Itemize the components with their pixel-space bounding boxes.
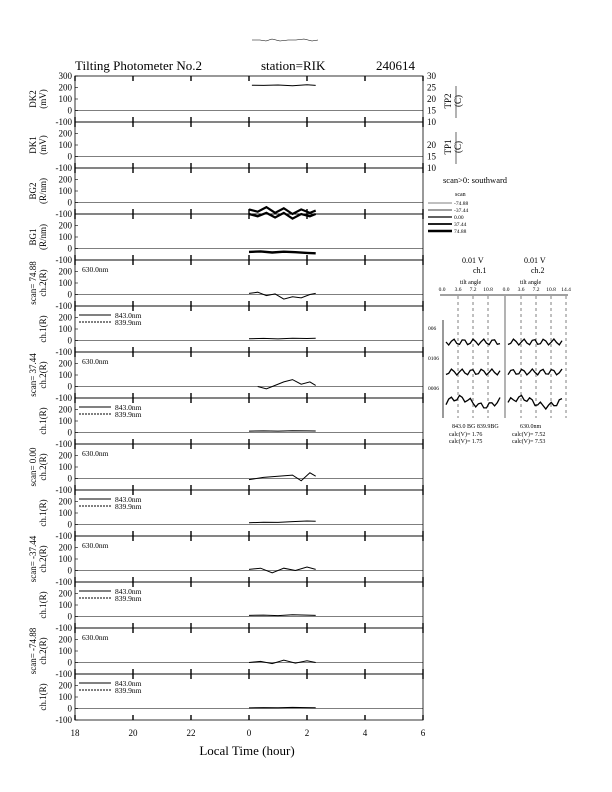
wavelength-label: 630.0nm xyxy=(82,357,109,366)
y-tick-label: 0 xyxy=(67,427,72,438)
ch2-wavelength: 630.0nm xyxy=(520,424,542,430)
y-tick-label: -100 xyxy=(55,117,72,127)
x-tick-label: 2 xyxy=(304,728,310,738)
y-tick-label: 200 xyxy=(58,82,72,93)
y-axis-label: scan= 0.00 xyxy=(28,447,38,487)
series-line xyxy=(249,473,316,481)
y-tick-label: 100 xyxy=(58,370,72,380)
scan-legend-label: -37.44 xyxy=(454,208,469,214)
panel-s2_ch1 xyxy=(38,398,423,449)
y-tick-label: 100 xyxy=(58,324,72,334)
y-tick-label: 200 xyxy=(58,496,72,507)
ch1-title: ch.1 xyxy=(473,266,487,275)
ch2-calc-b: calc(V)= 7.53 xyxy=(512,439,546,445)
ch2-scale-label: 0.01 V xyxy=(524,256,546,265)
top-mini-trace xyxy=(252,39,318,41)
ch2-tilt-label: tilt angle xyxy=(520,280,542,286)
scan-legend-head: scan xyxy=(455,192,466,198)
y-tick-label: 0 xyxy=(67,611,72,622)
panel-s5_ch2 xyxy=(28,627,423,679)
panel-frame xyxy=(75,76,423,122)
y-tick-label: 0 xyxy=(67,105,72,116)
ch2-title: ch.2 xyxy=(531,266,545,275)
tilt-angle-panel xyxy=(428,256,571,445)
tilt-row-label: 0106 xyxy=(428,356,439,362)
y-axis-label: BG2 xyxy=(28,182,38,200)
series-line xyxy=(249,707,316,708)
y-tick-label: 200 xyxy=(58,404,72,415)
right-axis-label: TP2 xyxy=(443,93,453,109)
right-axis-label: (C) xyxy=(453,95,463,107)
tilt-trace xyxy=(508,339,562,345)
y-axis-label: ch.2(R) xyxy=(38,545,48,573)
series-line xyxy=(249,615,316,616)
right-axis-label: TP1 xyxy=(443,139,453,155)
ch2-tilt-tick: 7.2 xyxy=(532,287,540,293)
legend-label: 843.0nm xyxy=(115,587,142,596)
tilt-row-label: 0006 xyxy=(428,386,439,392)
y-tick-label: 200 xyxy=(58,220,72,231)
ch1-tilt-tick: 0.0 xyxy=(438,287,446,293)
panel-s5_ch1 xyxy=(38,674,423,725)
scan-legend-title: scan>0: southward xyxy=(443,175,508,185)
ch1-calc-b: calc(V)= 1.75 xyxy=(449,439,483,445)
y-tick-label: 200 xyxy=(58,174,72,185)
y-tick-label: 0 xyxy=(67,197,72,208)
legend-label: 839.9nm xyxy=(115,410,142,419)
right-tick-label: 20 xyxy=(427,140,436,150)
y-axis-label: ch.1(R) xyxy=(38,591,48,619)
y-axis-label: ch.1(R) xyxy=(38,683,48,711)
right-tick-label: 10 xyxy=(427,163,436,173)
x-tick-label: 0 xyxy=(246,728,252,738)
y-axis-label: ch.2(R) xyxy=(38,453,48,481)
x-axis-label: Local Time (hour) xyxy=(199,743,295,758)
ch1-calc-a: calc(V)= 1.76 xyxy=(449,432,483,438)
y-tick-label: 100 xyxy=(58,646,72,656)
y-tick-label: -100 xyxy=(55,669,72,679)
y-tick-label: -100 xyxy=(55,715,72,725)
y-tick-label: 100 xyxy=(58,462,72,472)
y-tick-label: 100 xyxy=(58,94,72,104)
panel-frame xyxy=(75,168,423,214)
x-tick-label: 6 xyxy=(420,728,426,738)
y-axis-label: ch.2(R) xyxy=(38,637,48,665)
y-tick-label: -100 xyxy=(55,485,72,495)
y-axis-label: scan= -37.44 xyxy=(28,535,38,583)
series-line xyxy=(258,380,316,389)
y-tick-label: 0 xyxy=(67,565,72,576)
series-line xyxy=(249,567,316,573)
x-tick-label: 20 xyxy=(128,728,138,738)
legend-label: 843.0nm xyxy=(115,495,142,504)
scan-legend-label: 74.88 xyxy=(454,229,467,235)
y-axis-label: (mV) xyxy=(38,89,48,109)
y-tick-label: 200 xyxy=(58,128,72,139)
y-tick-label: -100 xyxy=(55,209,72,219)
x-axis xyxy=(71,728,426,738)
y-tick-label: -100 xyxy=(55,347,72,357)
panel-frame xyxy=(75,214,423,260)
y-tick-label: 100 xyxy=(58,278,72,288)
series-line xyxy=(249,292,316,299)
date-label: 240614 xyxy=(376,58,415,73)
y-tick-label: 200 xyxy=(58,634,72,645)
y-tick-label: 100 xyxy=(58,600,72,610)
wavelength-label: 630.0nm xyxy=(82,449,109,458)
series-line xyxy=(249,338,316,339)
y-tick-label: 0 xyxy=(67,151,72,162)
scan-legend-label: 37.44 xyxy=(454,222,467,228)
y-tick-label: 0 xyxy=(67,381,72,392)
right-tick-label: 10 xyxy=(427,117,436,127)
right-axis-label: (C) xyxy=(453,141,463,153)
panel-frame xyxy=(75,628,423,674)
legend-entry xyxy=(79,502,142,511)
ch1-tilt-tick: 7.2 xyxy=(469,287,477,293)
y-tick-label: 100 xyxy=(58,416,72,426)
scan-legend-label: -74.88 xyxy=(454,201,469,207)
y-axis-label: (R/nm) xyxy=(38,178,48,204)
y-tick-label: 200 xyxy=(58,588,72,599)
y-axis-label: (R/nm) xyxy=(38,224,48,250)
y-axis-label: scan= 74.88 xyxy=(28,261,38,305)
y-axis-label: scan= 37.44 xyxy=(28,353,38,397)
y-tick-label: -100 xyxy=(55,577,72,587)
scan-legend xyxy=(428,175,508,235)
legend-label: 843.0nm xyxy=(115,403,142,412)
y-tick-label: 200 xyxy=(58,266,72,277)
ch1-tilt-tick: 3.6 xyxy=(454,287,462,293)
legend-entry xyxy=(79,686,142,695)
wavelength-label: 630.0nm xyxy=(82,541,109,550)
legend-entry xyxy=(79,318,142,327)
legend-entry xyxy=(79,594,142,603)
y-tick-label: 0 xyxy=(67,289,72,300)
right-tick-label: 15 xyxy=(427,151,436,162)
ch1-tilt-tick: 10.8 xyxy=(483,287,493,293)
legend-label: 843.0nm xyxy=(115,311,142,320)
y-tick-label: 200 xyxy=(58,312,72,323)
y-tick-label: 300 xyxy=(58,71,72,81)
y-tick-label: 200 xyxy=(58,680,72,691)
y-tick-label: -100 xyxy=(55,301,72,311)
y-tick-label: -100 xyxy=(55,163,72,173)
ch2-calc-a: calc(V)= 7.52 xyxy=(512,432,546,438)
panel-dk2 xyxy=(28,71,463,127)
ch2-tilt-tick: 3.6 xyxy=(517,287,525,293)
legend-label: 839.9nm xyxy=(115,318,142,327)
right-tick-label: 25 xyxy=(427,82,436,93)
panel-s3_ch1 xyxy=(38,490,423,541)
y-tick-label: 0 xyxy=(67,519,72,530)
y-tick-label: 0 xyxy=(67,243,72,254)
series-line xyxy=(252,85,316,86)
scan-legend-label: 0.00 xyxy=(454,215,464,221)
panel-s2_ch2 xyxy=(28,352,423,403)
y-axis-label: DK1 xyxy=(28,136,38,154)
panel-frame xyxy=(75,352,423,398)
y-tick-label: 200 xyxy=(58,358,72,369)
panel-dk1 xyxy=(28,122,463,173)
series-line xyxy=(249,251,316,253)
y-tick-label: -100 xyxy=(55,255,72,265)
y-tick-label: 100 xyxy=(58,692,72,702)
panel-frame xyxy=(75,536,423,582)
ch2-tilt-tick: 0.0 xyxy=(502,287,510,293)
legend-label: 839.9nm xyxy=(115,686,142,695)
y-tick-label: 0 xyxy=(67,657,72,668)
legend-label: 839.9nm xyxy=(115,502,142,511)
tilt-trace xyxy=(508,369,562,375)
legend-entry xyxy=(79,410,142,419)
y-tick-label: -100 xyxy=(55,531,72,541)
ch1-tilt-label: tilt angle xyxy=(460,280,482,286)
panel-s3_ch2 xyxy=(28,444,423,495)
y-tick-label: -100 xyxy=(55,439,72,449)
x-tick-label: 22 xyxy=(186,728,196,738)
x-tick-label: 18 xyxy=(70,728,80,738)
tilt-trace xyxy=(508,395,562,409)
y-tick-label: 100 xyxy=(58,186,72,196)
ch1-scale-label: 0.01 V xyxy=(462,256,484,265)
y-tick-label: 200 xyxy=(58,542,72,553)
y-tick-label: -100 xyxy=(55,623,72,633)
y-axis-label: ch.1(R) xyxy=(38,499,48,527)
chart-title: Tilting Photometer No.2 xyxy=(75,58,203,73)
ch2-tilt-tick: 14.4 xyxy=(561,287,571,293)
station-label: station=RIK xyxy=(261,58,326,73)
ch1-wavelengths: 843.0 BG 839.9BG xyxy=(452,424,499,430)
y-axis-label: (mV) xyxy=(38,135,48,155)
panel-s1_ch1 xyxy=(38,306,423,357)
y-axis-label: ch.2(R) xyxy=(38,361,48,389)
y-axis-label: ch.1(R) xyxy=(38,315,48,343)
legend-label: 839.9nm xyxy=(115,594,142,603)
y-tick-label: 100 xyxy=(58,140,72,150)
panel-frame xyxy=(75,122,423,168)
y-tick-label: 100 xyxy=(58,554,72,564)
y-axis-label: ch.1(R) xyxy=(38,407,48,435)
y-tick-label: 0 xyxy=(67,335,72,346)
panel-frame xyxy=(75,260,423,306)
tilt-row-label: 006 xyxy=(428,326,437,332)
y-axis-label: ch.2(R) xyxy=(38,269,48,297)
panel-s4_ch1 xyxy=(38,582,423,633)
panel-s1_ch2 xyxy=(28,260,423,311)
y-axis-label: BG1 xyxy=(28,228,38,246)
series-line xyxy=(249,521,316,523)
right-tick-label: 20 xyxy=(427,94,436,104)
panel-bg1 xyxy=(28,214,423,265)
y-axis-label: DK2 xyxy=(28,90,38,108)
y-axis-label: scan= -74.88 xyxy=(28,627,38,675)
y-tick-label: 200 xyxy=(58,450,72,461)
y-tick-label: 0 xyxy=(67,473,72,484)
wavelength-label: 630.0nm xyxy=(82,265,109,274)
panel-bg2 xyxy=(28,168,423,219)
panel-s4_ch2 xyxy=(28,535,423,587)
series-line xyxy=(249,660,316,663)
right-tick-label: 30 xyxy=(427,71,436,81)
panel-frame xyxy=(75,444,423,490)
x-tick-label: 4 xyxy=(362,728,368,738)
panels-layer xyxy=(28,71,463,725)
wavelength-label: 630.0nm xyxy=(82,633,109,642)
y-tick-label: 100 xyxy=(58,232,72,242)
y-tick-label: 100 xyxy=(58,508,72,518)
y-tick-label: 0 xyxy=(67,703,72,714)
ch2-tilt-tick: 10.8 xyxy=(546,287,556,293)
legend-label: 843.0nm xyxy=(115,679,142,688)
right-tick-label: 15 xyxy=(427,105,436,116)
y-tick-label: -100 xyxy=(55,393,72,403)
